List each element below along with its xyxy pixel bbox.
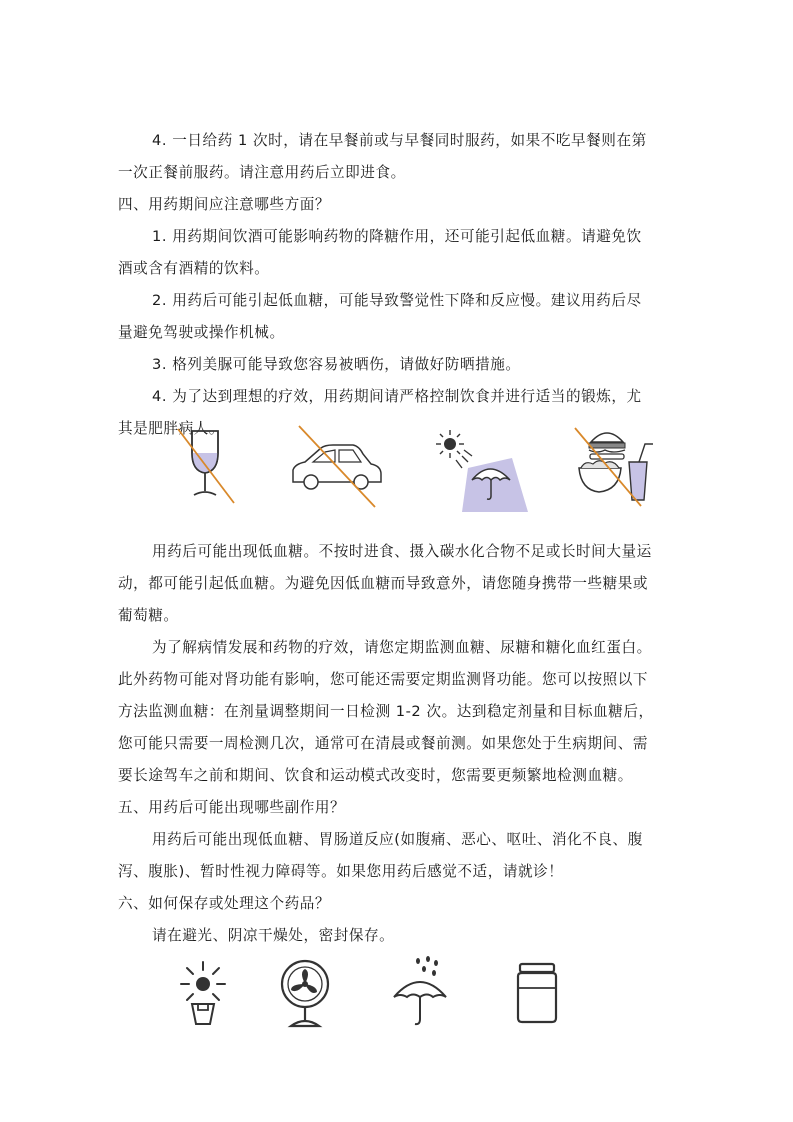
section-heading: 五、用药后可能出现哪些副作用？ (118, 799, 346, 816)
paragraph-line: 您可能只需要一周检测几次，通常可在清晨或餐前测。如果您处于生病期间、需 (118, 735, 649, 752)
paragraph-line: 为了解病情发展和药物的疗效，请您定期监测血糖、尿糖和糖化血红蛋白。 (152, 639, 652, 656)
paragraph-line: 用药后可能出现低血糖、胃肠道反应(如腹痛、恶心、呕吐、消化不良、腹 (152, 831, 643, 848)
paragraph-line: 此外药物可能对肾功能有影响，您可能还需要定期监测肾功能。您可以按照以下 (118, 671, 649, 688)
paragraph-line: 要长途驾车之前和期间、饮食和运动模式改变时，您需要更频繁地检测血糖。 (118, 767, 633, 784)
item-line: 2. 用药后可能引起低血糖，可能导致警觉性下降和反应慢。建议用药后尽 (152, 292, 642, 309)
paragraph-line: 葡萄糖。 (118, 607, 179, 624)
item-line: 其是肥胖病人。 (118, 420, 225, 437)
paragraph-line: 请在避光、阴凉干燥处，密封保存。 (152, 927, 395, 944)
keep-dry-icon (390, 955, 455, 1030)
item-line: 酒或含有酒精的饮料。 (118, 260, 270, 277)
no-driving-icon (287, 424, 387, 509)
diet-control-icon (571, 424, 661, 509)
section-heading: 六、如何保存或处理这个药品？ (118, 895, 331, 912)
paragraph-line: 泻、腹胀)、暂时性视力障碍等。如果您用药后感觉不适，请就诊！ (118, 863, 564, 880)
item-line: 量避免驾驶或操作机械。 (118, 324, 285, 341)
item-line: 4. 一日给药 1 次时，请在早餐前或与早餐同时服药，如果不吃早餐则在第 (152, 132, 647, 149)
fan-cool-icon (277, 958, 337, 1033)
section-heading: 四、用药期间应注意哪些方面？ (118, 196, 331, 213)
avoid-light-icon (168, 958, 238, 1028)
item-line: 4. 为了达到理想的疗效，用药期间请严格控制饮食并进行适当的锻炼，尤 (152, 388, 642, 405)
sealed-jar-icon (510, 960, 565, 1030)
item-line: 一次正餐前服药。请注意用药后立即进食。 (118, 164, 406, 181)
no-alcohol-icon (172, 427, 242, 507)
item-line: 3. 格列美脲可能导致您容易被晒伤，请做好防晒措施。 (152, 356, 521, 373)
paragraph-line: 动，都可能引起低血糖。为避免因低血糖而导致意外，请您随身携带一些糖果或 (118, 575, 649, 592)
paragraph-line: 用药后可能出现低血糖。不按时进食、摄入碳水化合物不足或长时间大量运 (152, 543, 652, 560)
item-line: 1. 用药期间饮酒可能影响药物的降糖作用，还可能引起低血糖。请避免饮 (152, 228, 642, 245)
sun-protection-icon (432, 428, 532, 513)
paragraph-line: 方法监测血糖：在剂量调整期间一日检测 1-2 次。达到稳定剂量和目标血糖后， (118, 703, 654, 720)
